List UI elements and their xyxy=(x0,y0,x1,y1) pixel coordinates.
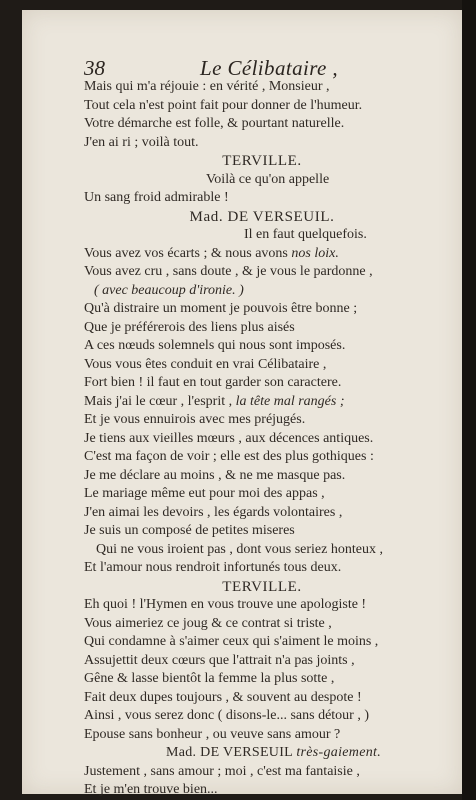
text-segment: Qu'à distraire un moment je pouvois être bonne ; xyxy=(84,301,358,316)
verse-line xyxy=(84,97,440,116)
italic-text-segment: la tête mal rangés ; xyxy=(235,393,345,409)
text-segment: Qui ne vous iroient pas , dont vous seriez honteux , xyxy=(96,541,383,557)
text-segment: Vous avez vos écarts ; & nous avons xyxy=(84,245,292,261)
text-segment: Fait deux dupes toujours , & souvent au despote ! xyxy=(84,689,362,705)
verse-line xyxy=(84,356,440,375)
verse-line xyxy=(84,411,440,430)
verse-line xyxy=(84,319,440,338)
verse-line xyxy=(84,689,440,708)
text-block xyxy=(84,78,440,800)
text-segment: Mais j'ai le cœur , l'esprit , xyxy=(84,393,236,409)
verse-line xyxy=(84,652,440,671)
verse-line xyxy=(84,448,440,467)
text-segment: Ainsi , vous serez donc ( disons-le... sans détour , ) xyxy=(84,708,370,723)
verse-line xyxy=(84,134,440,153)
verse-line xyxy=(84,467,440,486)
text-segment: Je tiens aux vieilles mœurs , aux décences antiques. xyxy=(84,430,374,446)
text-segment: Mad. DE VERSEUIL. xyxy=(189,208,335,225)
text-segment: Fort bien ! il faut en tout garder son caractere. xyxy=(84,375,342,390)
text-segment: Eh quoi ! l'Hymen en vous trouve une apologiste ! xyxy=(84,597,367,612)
verse-line xyxy=(84,707,440,726)
text-segment: Voilà ce qu'on appelle xyxy=(206,171,330,187)
speaker-heading xyxy=(84,578,440,597)
verse-line xyxy=(84,245,440,264)
text-segment: Mad. DE VERSEUIL xyxy=(166,745,297,760)
verse-line xyxy=(84,633,440,652)
text-segment: Je suis un composé de petites miseres xyxy=(84,523,295,538)
verse-line xyxy=(84,522,440,541)
speaker-heading xyxy=(84,152,440,171)
text-segment: J'en aimai les devoirs , les égards volontaires , xyxy=(84,504,343,520)
verse-line xyxy=(84,171,440,190)
verse-line xyxy=(84,374,440,393)
text-segment: Justement , sans amour ; moi , c'est ma fantaisie , xyxy=(84,763,360,779)
stage-direction xyxy=(84,282,440,301)
text-segment: Votre démarche est folle, & pourtant naturelle. xyxy=(84,116,345,131)
text-segment: Un sang froid admirable ! xyxy=(84,190,229,205)
text-segment: Assujettit deux cœurs que l'attrait n'a pas joints , xyxy=(84,652,355,668)
text-segment: Le mariage même eut pour moi des appas , xyxy=(84,486,325,501)
text-segment: Que je préférerois des liens plus aisés xyxy=(84,319,295,335)
text-segment: Et l'amour nous rendroit infortunés tous deux. xyxy=(84,560,342,575)
text-segment: Je me déclare au moins , & ne me masque pas. xyxy=(84,467,346,483)
page-number: 38 xyxy=(84,56,105,80)
text-segment: Vous avez cru , sans doute , & je vous le pardonne , xyxy=(84,264,373,279)
verse-line xyxy=(84,78,440,97)
verse-line xyxy=(84,430,440,449)
running-title: Le Célibataire , xyxy=(200,56,339,80)
text-segment: C'est ma façon de voir ; elle est des plus gothiques : xyxy=(84,449,374,464)
book-spine-shadow xyxy=(462,0,476,800)
text-segment: Tout cela n'est point fait pour donner de l'humeur. xyxy=(84,97,363,113)
verse-line xyxy=(84,115,440,134)
text-segment: TERVILLE. xyxy=(222,578,302,595)
text-segment: Et je m'en trouve bien... xyxy=(84,782,218,797)
verse-line xyxy=(84,615,440,634)
italic-text-segment: ( avec beaucoup d'ironie. ) xyxy=(94,282,244,298)
speaker-heading xyxy=(84,744,440,763)
verse-line xyxy=(84,393,440,412)
verse-line xyxy=(84,226,440,245)
verse-line xyxy=(84,300,440,319)
text-segment: Qui condamne à s'aimer ceux qui s'aiment le moins , xyxy=(84,634,379,649)
verse-line xyxy=(84,263,440,282)
verse-line xyxy=(84,763,440,782)
verse-line xyxy=(84,559,440,578)
text-segment: Et je vous ennuirois avec mes préjugés. xyxy=(84,412,306,427)
verse-line xyxy=(84,596,440,615)
verse-line xyxy=(84,485,440,504)
verse-line xyxy=(84,337,440,356)
italic-text-segment: nos loix. xyxy=(291,245,339,261)
speaker-heading xyxy=(84,208,440,227)
text-segment: TERVILLE. xyxy=(222,153,302,169)
verse-line xyxy=(84,189,440,208)
text-segment: J'en ai ri ; voilà tout. xyxy=(84,134,199,150)
verse-line xyxy=(84,504,440,523)
text-segment: Il en faut quelquefois. xyxy=(244,227,367,242)
text-segment: Epouse sans bonheur , ou veuve sans amour ? xyxy=(84,726,341,742)
verse-line xyxy=(84,541,440,560)
text-segment: Vous aimeriez ce joug & ce contrat si triste , xyxy=(84,615,332,631)
text-segment: A ces nœuds solemnels qui nous sont imposés. xyxy=(84,338,346,353)
verse-line xyxy=(84,781,440,800)
text-segment: Gêne & lasse bientôt la femme la plus sotte , xyxy=(84,671,335,686)
text-segment: Vous vous êtes conduit en vrai Célibataire , xyxy=(84,356,327,372)
verse-line xyxy=(84,726,440,745)
verse-line xyxy=(84,670,440,689)
italic-text-segment: très-gaiement. xyxy=(296,745,382,760)
text-segment: Mais qui m'a réjouie : en vérité , Monsieur , xyxy=(84,79,330,94)
